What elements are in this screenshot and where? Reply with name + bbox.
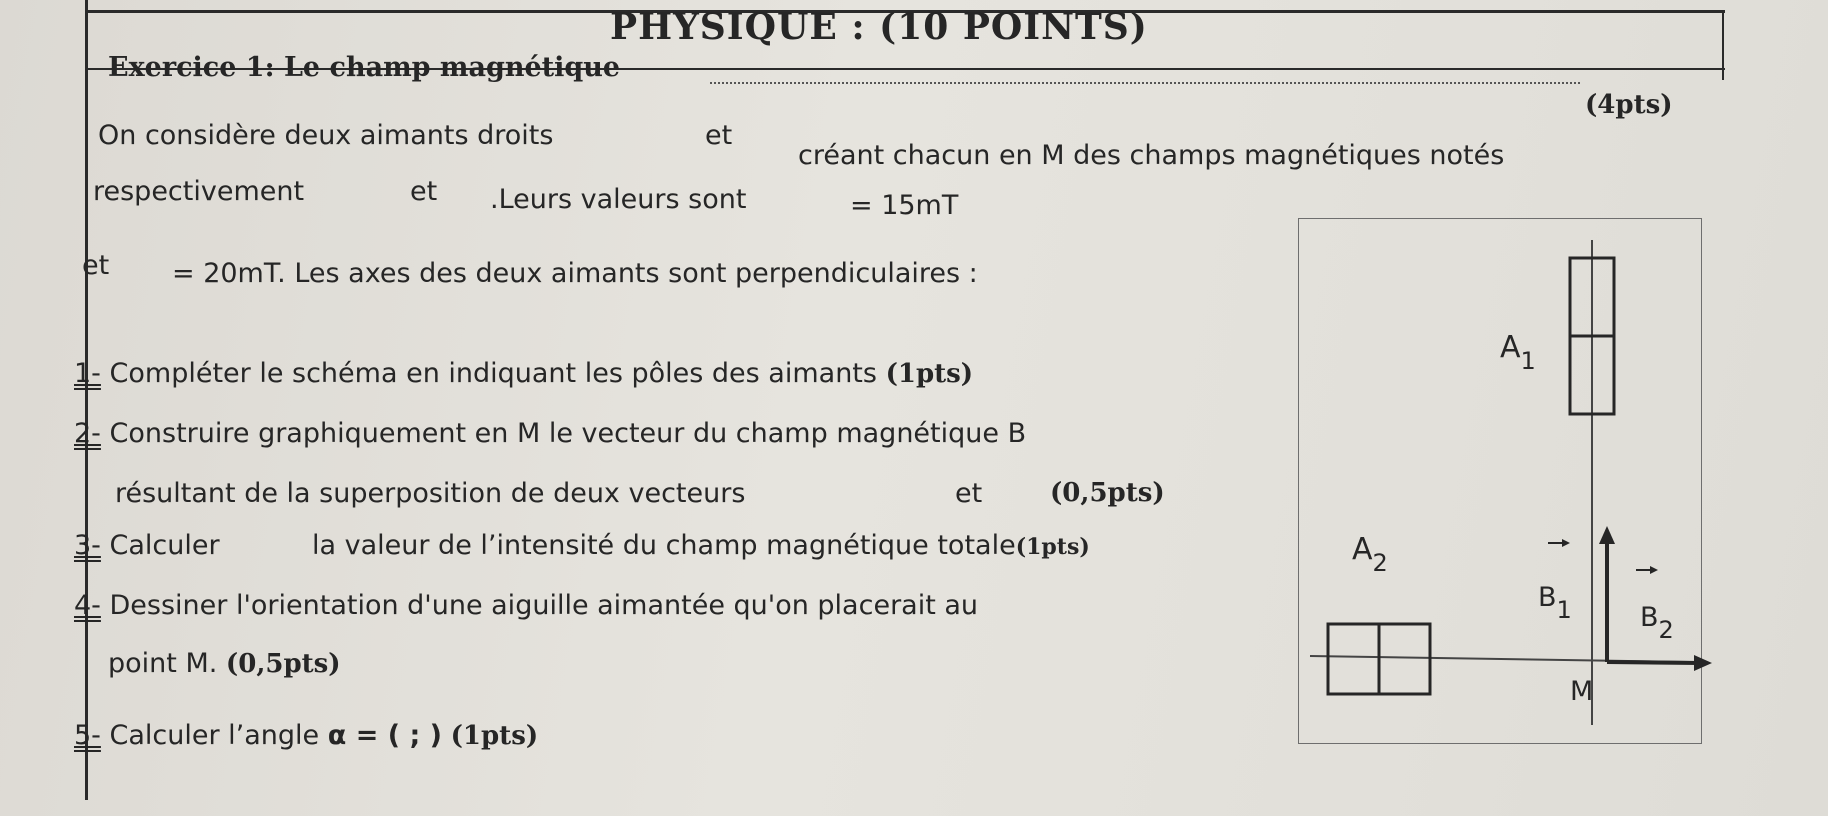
question-number: 4- — [74, 590, 101, 621]
intro-text-3: = 20mT. Les axes des deux aimants sont perpendiculaires : — [172, 258, 978, 289]
vector-b1-arrowhead — [1599, 526, 1615, 544]
question-text: Dessiner l'orientation d'une aiguille aimantée qu'on placerait au — [109, 590, 979, 621]
intro-text-1-and: et — [705, 120, 733, 151]
intro-text-2: respectivement — [93, 176, 305, 207]
question-points: (0,5pts) — [1050, 478, 1165, 508]
vector-b2-arrowhead — [1694, 655, 1712, 671]
question-text: Calculer — [109, 530, 220, 561]
exercise-title: Exercice 1: Le champ magnétique — [108, 52, 621, 83]
b1-value: = 15mT — [850, 190, 959, 221]
question-text: point M. — [108, 648, 218, 679]
exercise-points: (4pts) — [1585, 90, 1673, 120]
question-text: résultant de la superposition de deux vecteurs — [115, 478, 746, 509]
question-points: (1pts) — [885, 359, 974, 389]
question-points: (1pts) — [450, 721, 539, 751]
intro-text-1: On considère deux aimants droits — [98, 120, 554, 151]
b2-label-arrowhead — [1650, 566, 1658, 574]
vector-b2-label: B2 — [1640, 602, 1674, 644]
intro-text-2-and: et — [410, 176, 438, 207]
intro-text-1-end: créant chacun en M des champs magnétiques notés — [798, 140, 1505, 171]
question-text: Compléter le schéma en indiquant les pôles des aimants — [109, 358, 877, 389]
vector-b1-label: B1 — [1538, 582, 1572, 624]
question-2-and: et — [955, 478, 983, 509]
question-text: Construire graphiquement en M le vecteur du champ magnétique B — [109, 418, 1027, 449]
vector-b2 — [1607, 662, 1700, 663]
question-number: 2- — [74, 418, 101, 449]
question-points: (0,5pts) — [225, 649, 341, 679]
question-text: la valeur de l’intensité du champ magnétique totale — [312, 530, 1016, 561]
point-m-label: M — [1570, 676, 1594, 707]
b1-label-arrowhead — [1562, 539, 1570, 547]
magnet2-label: $A_2$ — [1352, 532, 1388, 577]
question-text: Calculer l’angle — [109, 720, 320, 751]
question-number: 3- — [74, 530, 101, 561]
page-title: PHYSIQUE : (10 POINTS) — [610, 6, 1148, 48]
question-number: 1- — [74, 358, 101, 389]
question-number: 5- — [74, 720, 101, 751]
magnet1-label: $A_1$ — [1500, 330, 1536, 375]
intro-text-2-values: .Leurs valeurs sont — [490, 184, 747, 215]
intro-text-3-and: et — [82, 250, 110, 281]
angle-formula: α = ( ; ) — [327, 720, 443, 751]
question-points: (1pts) — [1015, 534, 1090, 560]
